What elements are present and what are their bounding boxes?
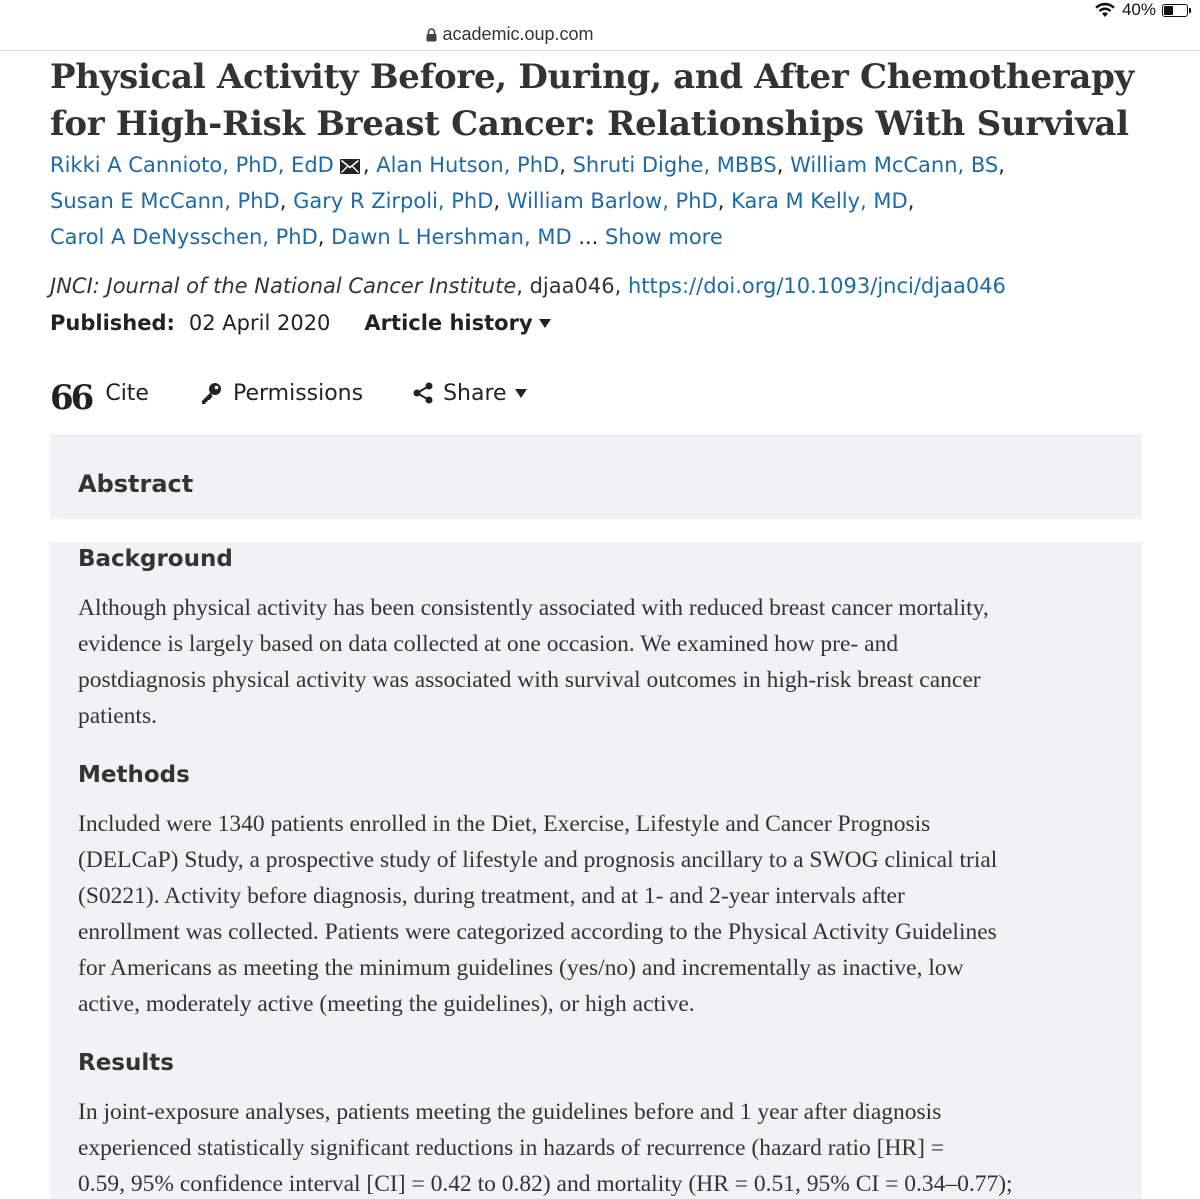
share-button[interactable] xyxy=(411,381,527,406)
author-link[interactable]: Alan Hutson, PhD xyxy=(376,153,560,177)
author-link[interactable]: Susan E McCann, PhD xyxy=(50,189,280,213)
text-line: (S0221). Activity before diagnosis, during treatment, and at 1- and 2-year intervals after xyxy=(78,883,905,909)
text-line: Included were 1340 patients enrolled in the Diet, Exercise, Lifestyle and Cancer Prognosis xyxy=(78,811,931,837)
section-heading-methods: Methods xyxy=(78,762,190,788)
author-link[interactable]: Carol A DeNysschen, PhD xyxy=(50,225,318,249)
cite-label: Cite xyxy=(105,380,149,406)
text-line: patients. xyxy=(78,703,157,729)
text-line: 0.59, 95% confidence interval [CI] = 0.42 to 0.82) and mortality (HR = 0.51, 95% CI = 0.34–0.77); xyxy=(78,1171,1013,1197)
citation-line xyxy=(50,274,1006,298)
published-label: Published: xyxy=(50,311,175,335)
article-history-toggle[interactable] xyxy=(364,311,550,335)
text-line: enrollment was collected. Patients were categorized according to the Physical Activity Guidelines xyxy=(78,919,997,945)
show-more-link[interactable]: Show more xyxy=(605,225,723,249)
quote-icon: 66 xyxy=(50,378,92,418)
section-heading-background: Background xyxy=(78,546,233,572)
email-icon[interactable] xyxy=(340,159,360,174)
abstract-header xyxy=(50,435,1142,519)
text-line: (DELCaP) Study, a prospective study of lifestyle and prognosis ancillary to a SWOG clinical trial xyxy=(78,847,998,873)
author-link[interactable]: William McCann, BS xyxy=(790,153,999,177)
address-bar[interactable] xyxy=(0,19,1200,51)
author-link[interactable]: Kara M Kelly, MD xyxy=(731,189,908,213)
share-label: Share xyxy=(443,380,507,406)
author-link[interactable]: Shruti Dighe, MBBS xyxy=(572,153,777,177)
caret-down-icon xyxy=(539,319,551,328)
lock-icon xyxy=(426,28,437,42)
status-bar xyxy=(0,0,1200,20)
battery-percent: 40% xyxy=(1121,0,1156,19)
author-link[interactable]: Rikki A Cannioto, PhD, EdD xyxy=(50,153,334,177)
permissions-label: Permissions xyxy=(232,380,364,406)
section-text-methods xyxy=(78,806,1128,1022)
text-line: for Americans as meeting the minimum guidelines (yes/no) and incrementally as inactive, low xyxy=(78,955,964,981)
abstract-body xyxy=(50,542,1142,1199)
caret-down-icon xyxy=(515,389,527,398)
status-icons xyxy=(1094,0,1188,20)
article-id: , djaa046, xyxy=(516,274,628,298)
author-link[interactable]: William Barlow, PhD xyxy=(506,189,718,213)
author-list: Rikki A Cannioto, PhD, EdD , Alan Hutson, PhD, Shruti Dighe, MBBS, William McCann, BS, Susan E McCann, PhD, Gary R Zirpoli, PhD, William Barlow, PhD, Kara M Kelly, MD, Carol A DeNysschen, PhD, Dawn L Hershman, MD ... Show more xyxy=(50,153,1005,249)
article-title: Physical Activity Before, During, and After Chemotherapy for High-Risk Breast Cancer: Relationships With Survival xyxy=(50,57,1135,144)
battery-icon xyxy=(1162,4,1188,17)
text-line: experienced statistically significant reductions in hazards of recurrence (hazard ratio [HR] = xyxy=(78,1135,945,1161)
cite-button[interactable] xyxy=(50,378,149,418)
key-icon xyxy=(199,381,223,405)
text-line: active, moderately active (meeting the guidelines), or high active. xyxy=(78,991,695,1017)
share-icon xyxy=(411,381,435,405)
section-text-results xyxy=(78,1094,1128,1199)
section-text-background xyxy=(78,590,1128,734)
url-text[interactable]: academic.oup.com xyxy=(442,24,594,44)
publication-info xyxy=(50,311,551,335)
author-link[interactable]: Dawn L Hershman, MD xyxy=(331,225,572,249)
text-line: In joint-exposure analyses, patients meeting the guidelines before and 1 year after diagnosis xyxy=(78,1099,942,1125)
section-heading-results: Results xyxy=(78,1050,174,1076)
text-line: evidence is largely based on data collected at one occasion. We examined how pre- and xyxy=(78,631,899,657)
author-link[interactable]: Gary R Zirpoli, PhD xyxy=(293,189,494,213)
article-tools xyxy=(50,378,527,418)
journal-name: JNCI: Journal of the National Cancer Institute xyxy=(50,274,517,298)
wifi-icon xyxy=(1094,2,1116,18)
battery-level xyxy=(1164,6,1173,15)
abstract-heading: Abstract xyxy=(78,470,194,498)
text-line: Although physical activity has been consistently associated with reduced breast cancer mortality, xyxy=(78,595,989,621)
text-line: postdiagnosis physical activity was associated with survival outcomes in high-risk breast cancer xyxy=(78,667,981,693)
doi-link[interactable]: https://doi.org/10.1093/jnci/djaa046 xyxy=(627,274,1006,298)
author-ellipsis: ... xyxy=(578,225,599,249)
article-history-label: Article history xyxy=(364,311,533,335)
permissions-button[interactable] xyxy=(199,381,363,406)
published-date: 02 April 2020 xyxy=(188,311,331,335)
